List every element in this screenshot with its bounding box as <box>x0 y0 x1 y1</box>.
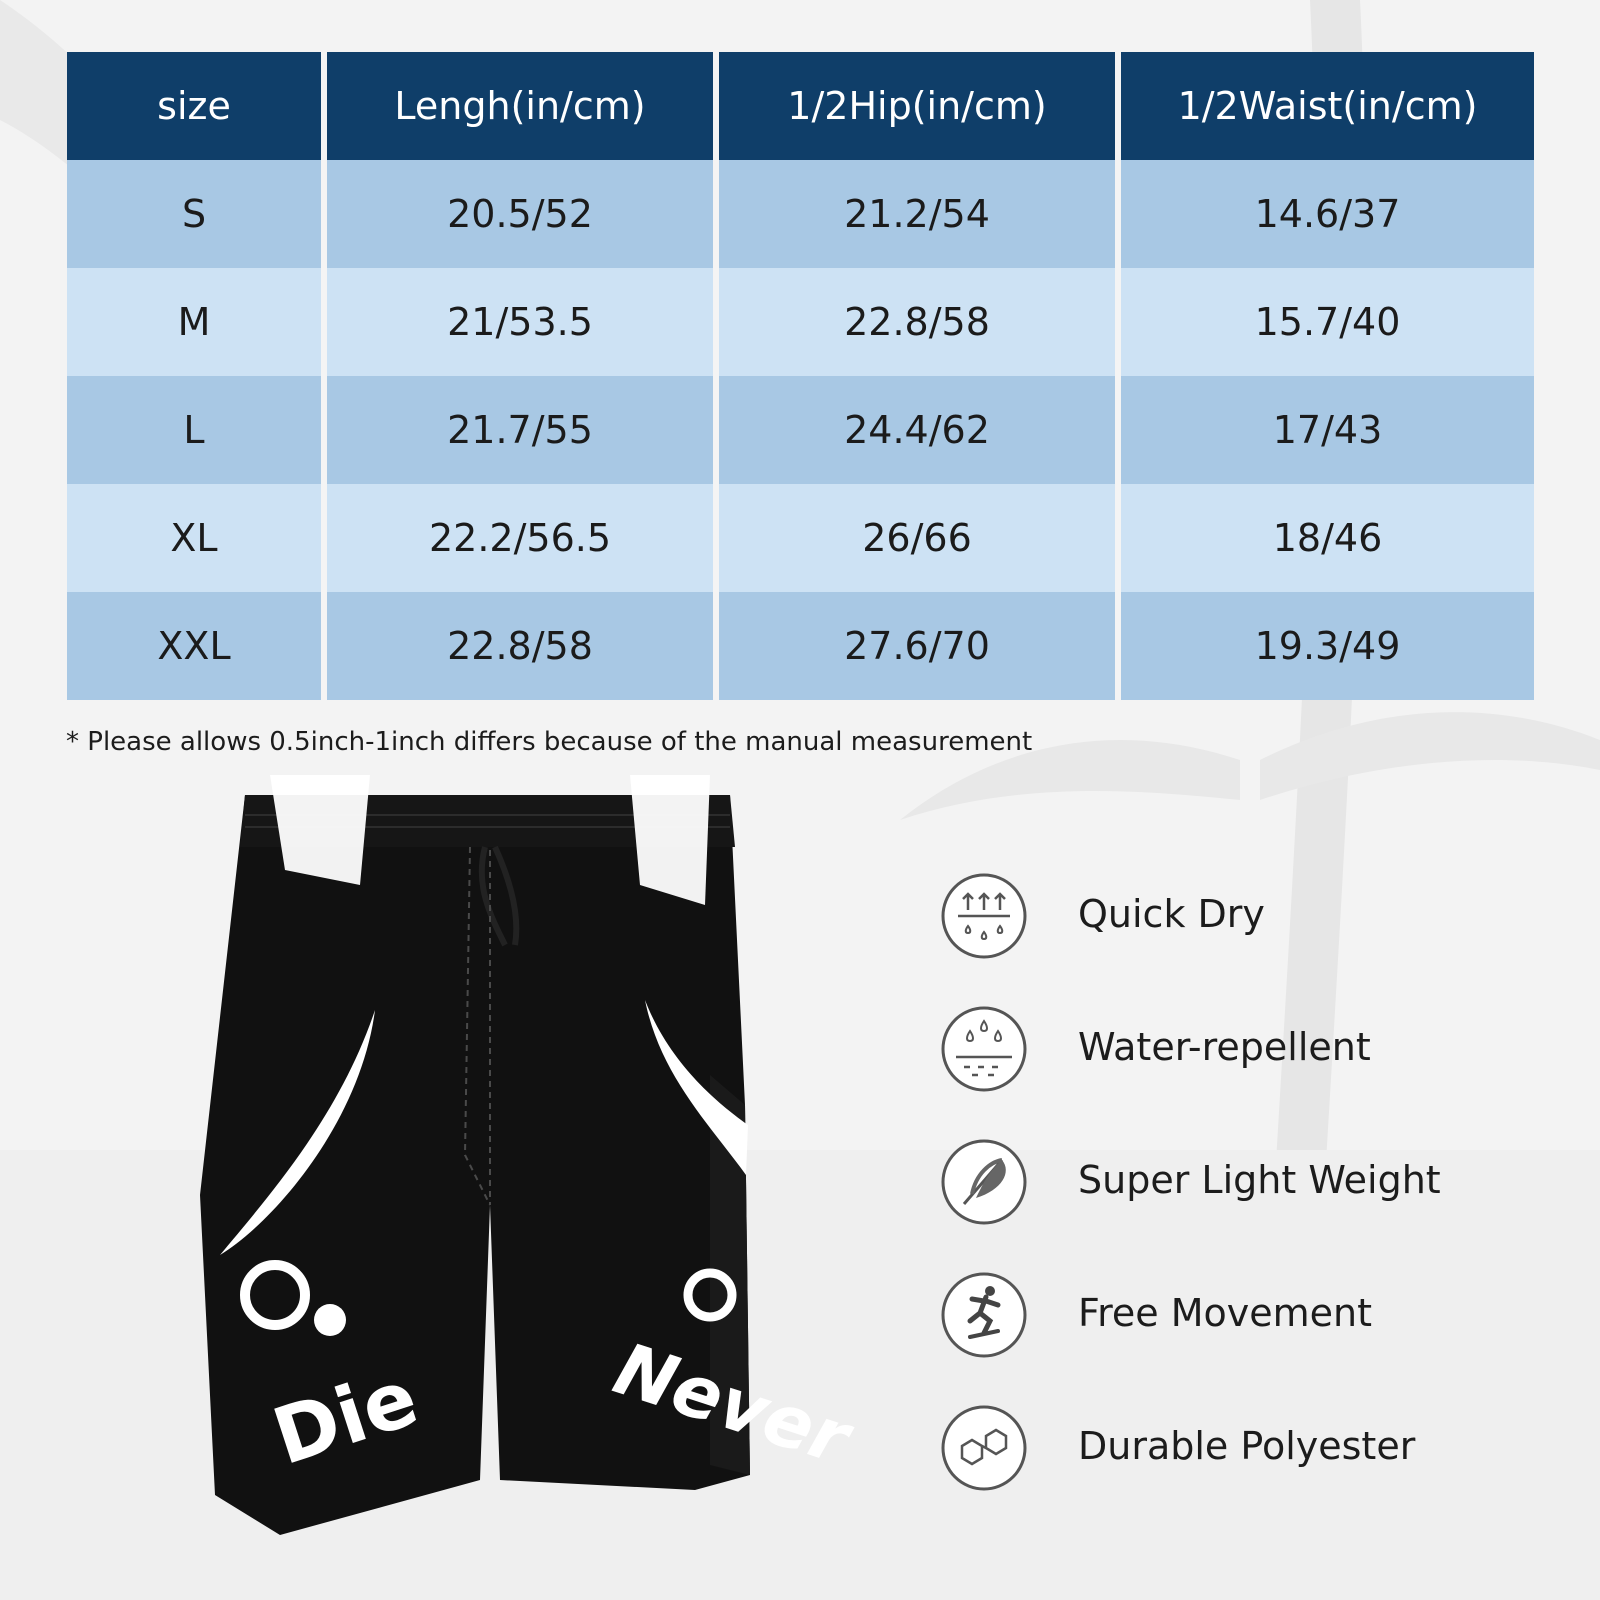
cell-length: 22.2/56.5 <box>327 484 719 592</box>
water-repellent-icon <box>940 1005 1028 1093</box>
quick-dry-icon <box>940 872 1028 960</box>
header-size: size <box>67 52 327 160</box>
header-half-waist: 1/2Waist(in/cm) <box>1121 52 1534 160</box>
cell-half-waist: 19.3/49 <box>1121 592 1534 700</box>
table-row <box>67 484 1534 592</box>
print-text-die: Die <box>263 1352 429 1484</box>
cell-half-hip: 21.2/54 <box>719 160 1121 268</box>
cell-half-hip: 24.4/62 <box>719 376 1121 484</box>
feature-item <box>940 1005 1560 1138</box>
feature-label: Free Movement <box>1078 1291 1372 1335</box>
table-row <box>67 376 1534 484</box>
cell-length: 21.7/55 <box>327 376 719 484</box>
feature-list <box>940 872 1560 1537</box>
feature-item <box>940 872 1560 1005</box>
feather-icon <box>940 1138 1028 1226</box>
board-shorts-image <box>190 775 860 1575</box>
cell-length: 21/53.5 <box>327 268 719 376</box>
size-chart-table <box>67 52 1534 700</box>
table-row <box>67 160 1534 268</box>
print-text-never: Never <box>604 1326 860 1481</box>
cell-half-waist: 17/43 <box>1121 376 1534 484</box>
cell-half-hip: 22.8/58 <box>719 268 1121 376</box>
cell-half-hip: 26/66 <box>719 484 1121 592</box>
header-half-hip: 1/2Hip(in/cm) <box>719 52 1121 160</box>
skater-icon <box>940 1271 1028 1359</box>
hexagon-molecule-icon <box>940 1404 1028 1492</box>
feature-label: Durable Polyester <box>1078 1424 1416 1468</box>
header-length: Lengh(in/cm) <box>327 52 719 160</box>
cell-size: S <box>67 160 327 268</box>
cell-size: XL <box>67 484 327 592</box>
table-row <box>67 592 1534 700</box>
cell-size: XXL <box>67 592 327 700</box>
cell-length: 22.8/58 <box>327 592 719 700</box>
measurement-note: * Please allows 0.5inch-1inch differs because of the manual measurement <box>66 727 1033 757</box>
table-header-row <box>67 52 1534 160</box>
cell-size: L <box>67 376 327 484</box>
table-row <box>67 268 1534 376</box>
feature-label: Quick Dry <box>1078 892 1265 936</box>
feature-item <box>940 1271 1560 1404</box>
feature-item <box>940 1138 1560 1271</box>
feature-label: Super Light Weight <box>1078 1158 1441 1202</box>
cell-half-waist: 18/46 <box>1121 484 1534 592</box>
cell-half-waist: 14.6/37 <box>1121 160 1534 268</box>
feature-label: Water-repellent <box>1078 1025 1371 1069</box>
feature-item <box>940 1404 1560 1537</box>
cell-half-hip: 27.6/70 <box>719 592 1121 700</box>
cell-size: M <box>67 268 327 376</box>
cell-half-waist: 15.7/40 <box>1121 268 1534 376</box>
cell-length: 20.5/52 <box>327 160 719 268</box>
